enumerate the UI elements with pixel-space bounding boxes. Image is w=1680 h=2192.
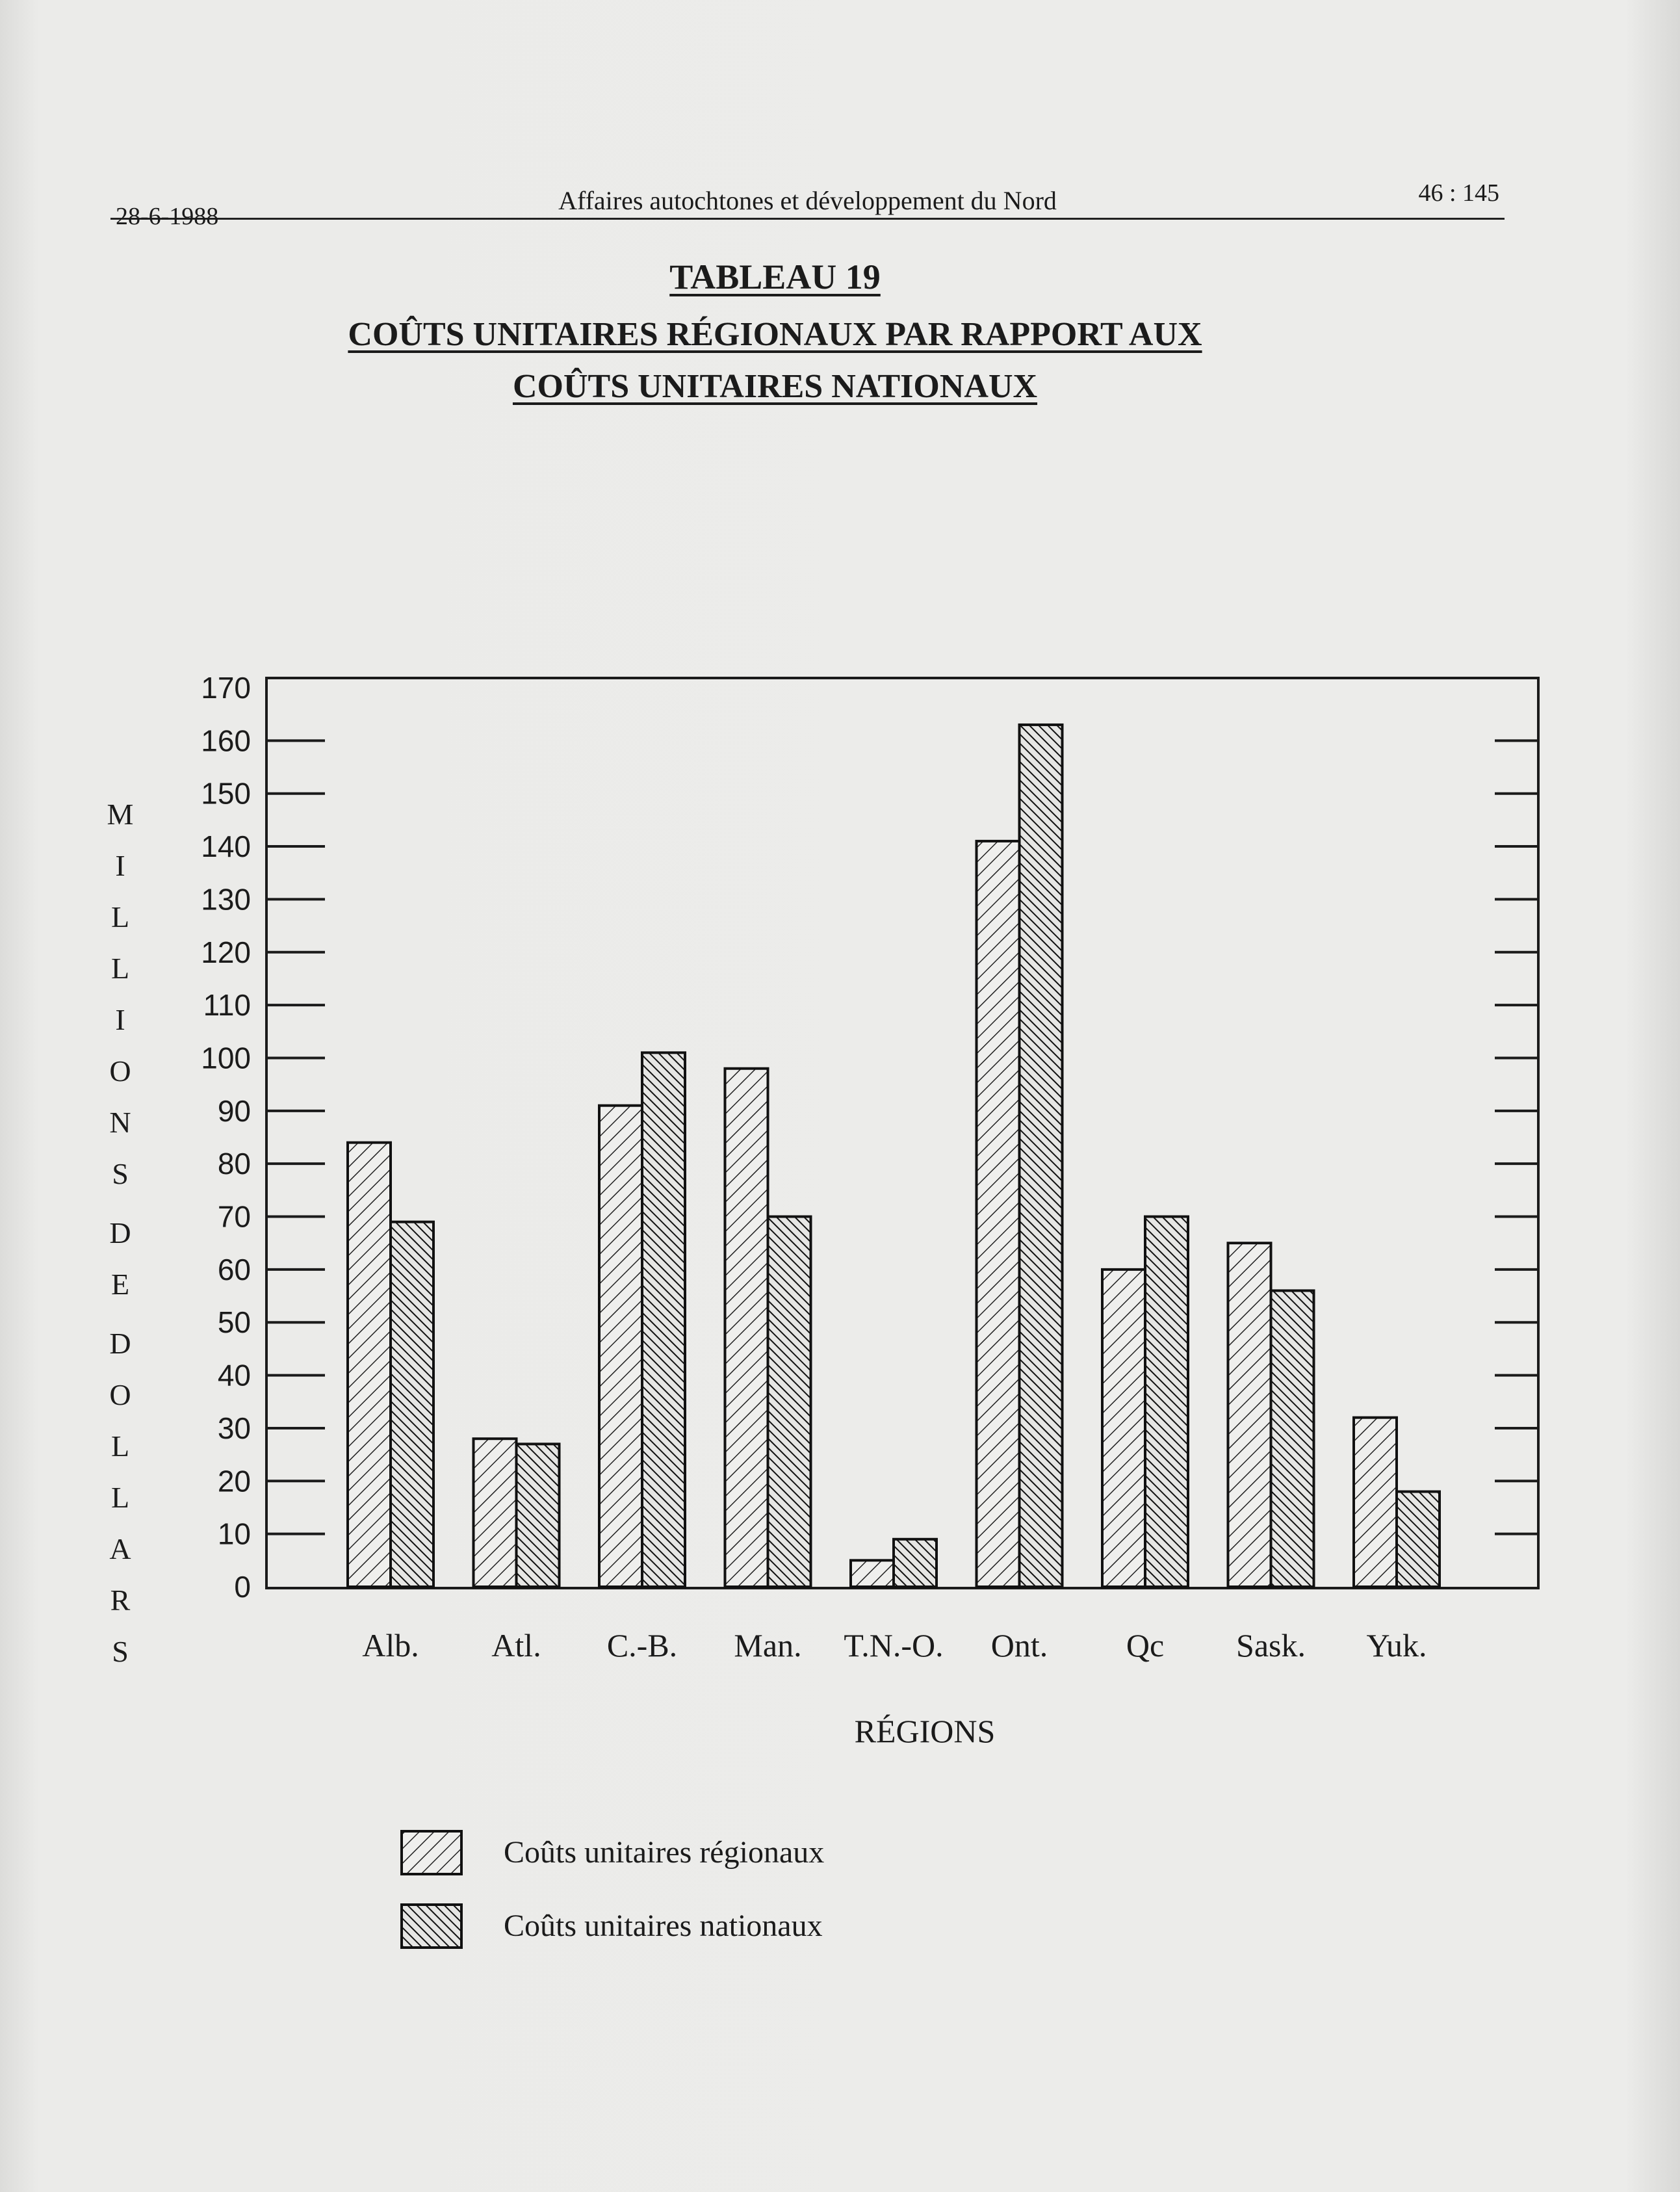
right-frame-ticks [1495,740,1538,1533]
y-label-letter: I [115,1003,125,1036]
y-label-letter: L [110,1429,130,1463]
bar-national-5 [1020,725,1063,1587]
y-tick-label: 20 [217,1464,251,1498]
y-axis-label [107,798,134,1668]
bar-regional-4 [851,1560,894,1587]
y-label-letter: I [115,849,125,882]
y-tick-label: 140 [201,829,251,864]
header-date: 28-6-1988 [116,203,219,230]
y-label-letter: S [112,1157,129,1190]
y-tick-label: 30 [217,1411,251,1445]
legend-swatch-regional [402,1831,461,1874]
category-label: Qc [1126,1627,1165,1664]
y-tick-label: 170 [201,671,251,705]
category-label: Yuk. [1366,1627,1427,1664]
bar-national-4 [894,1539,937,1587]
category-label: Ont. [990,1627,1048,1664]
y-label-letter: D [109,1216,131,1249]
bar-national-2 [642,1052,685,1587]
y-tick-label: 130 [201,882,251,917]
y-tick-label: 100 [201,1041,251,1075]
y-tick-label: 80 [217,1147,251,1181]
bar-national-7 [1271,1290,1314,1587]
chart-title-line1: COÛTS UNITAIRES RÉGIONAUX PAR RAPPORT AUX [348,316,1202,353]
category-label: C.-B. [606,1627,678,1664]
y-tick-label: 150 [201,776,251,811]
bar-national-3 [768,1217,811,1587]
category-label: Atl. [491,1627,541,1664]
bar-national-8 [1397,1492,1440,1587]
y-tick-label: 40 [217,1358,251,1392]
chart-title-line2: COÛTS UNITAIRES NATIONAUX [512,368,1038,405]
y-label-letter: O [109,1378,131,1411]
y-label-letter: L [110,952,130,985]
y-label-letter: L [110,1481,130,1514]
y-tick-label: 0 [234,1570,251,1604]
y-tick-label: 10 [217,1517,251,1551]
bar-regional-6 [1102,1270,1145,1587]
y-label-letter: N [109,1106,131,1139]
y-label-letter: M [107,798,134,831]
bar-national-1 [517,1444,560,1587]
header-department: Affaires autochtones et développement du Nord [558,186,1057,215]
category-label: Alb. [362,1627,419,1664]
category-label: T.N.-O. [844,1627,944,1664]
bar-national-0 [391,1222,433,1587]
category-label: Sask. [1236,1627,1306,1664]
y-tick-label: 50 [217,1305,251,1340]
bar-regional-7 [1228,1243,1271,1587]
y-label-letter: R [110,1584,131,1617]
legend-label-regional: Coûts unitaires régionaux [504,1835,825,1870]
legend [402,1831,824,1948]
bar-regional-2 [599,1106,642,1587]
x-axis-title: RÉGIONS [854,1713,996,1749]
table-number: TABLEAU 19 [669,257,881,296]
y-tick-label: 70 [217,1199,251,1234]
y-tick-label: 110 [203,988,251,1023]
bar-national-6 [1145,1217,1188,1587]
legend-swatch-national [402,1905,461,1948]
y-label-letter: O [109,1054,131,1088]
y-tick-label: 90 [217,1093,251,1128]
x-axis-categories [362,1627,1427,1664]
legend-label-national: Coûts unitaires nationaux [504,1909,823,1943]
y-tick-label: 60 [217,1252,251,1286]
y-label-letter: A [109,1532,131,1565]
y-label-letter: D [109,1327,131,1360]
y-axis-ticks [201,671,325,1604]
bar-regional-8 [1354,1418,1397,1587]
y-label-letter: E [110,1268,130,1301]
bar-regional-0 [348,1143,391,1587]
bars [348,725,1440,1587]
y-label-letter: L [110,900,130,933]
category-label: Man. [734,1627,802,1664]
y-tick-label: 120 [201,935,251,969]
bar-regional-3 [725,1069,768,1587]
y-tick-label: 160 [201,724,251,758]
plot-frame [266,678,1538,1588]
y-label-letter: S [112,1635,129,1668]
bar-regional-5 [977,841,1020,1587]
bar-regional-1 [474,1439,517,1587]
header-page-ref: 46 : 145 [1418,179,1499,207]
